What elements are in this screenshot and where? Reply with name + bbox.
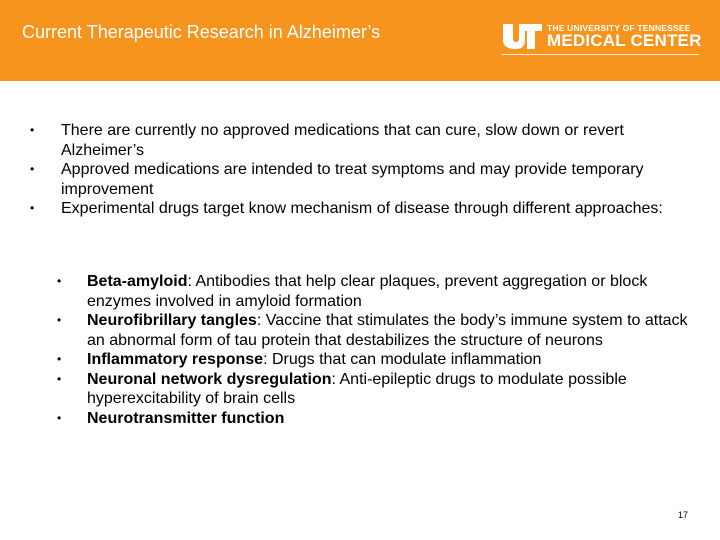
logo-university-text: THE UNIVERSITY OF TENNESSEE: [547, 23, 691, 33]
approaches-bullet-list: [57, 272, 697, 428]
sub-bullet-item: [57, 370, 697, 409]
main-bullet-list: [30, 121, 680, 219]
approach-description: : Drugs that can modulate inflammation: [263, 351, 542, 368]
bullet-dot: •: [30, 201, 35, 215]
approach-description: : Anti-epileptic drugs to modulate possible hyperexcitability of brain cells: [87, 370, 627, 407]
bullet-dot: •: [30, 162, 35, 176]
sub-bullet-item: [57, 272, 697, 311]
ut-medical-center-logo: [502, 22, 702, 58]
bullet-text: Approved medications are intended to treat symptoms and may provide temporary improvement: [61, 161, 644, 198]
bullet-dot: •: [57, 274, 62, 288]
approach-term: Neurofibrillary tangles: [87, 312, 257, 329]
approach-description: : Antibodies that help clear plaques, prevent aggregation or block enzymes involved in amyloid formation: [87, 273, 648, 310]
approach-term: Neuronal network dysregulation: [87, 370, 332, 388]
bullet-dot: •: [30, 123, 35, 137]
sub-bullet-item: [57, 311, 697, 350]
bullet-dot: •: [57, 371, 62, 386]
bullet-text: There are currently no approved medications that can cure, slow down or revert Alzheimer’s: [61, 122, 624, 159]
approach-term: Neurotransmitter function: [87, 409, 285, 427]
slide-header: [0, 0, 720, 81]
sub-bullet-item: [57, 350, 697, 370]
sub-bullet-item: [57, 409, 697, 429]
bullet-dot: •: [57, 410, 62, 425]
ut-logo-icon: [502, 22, 542, 50]
logo-divider: [502, 54, 699, 55]
slide-title: Current Therapeutic Research in Alzheimer’s: [22, 22, 381, 42]
bullet-dot: •: [57, 352, 62, 366]
approach-term: Inflammatory response: [87, 351, 264, 368]
bullet-item: [30, 121, 680, 160]
approach-term: Beta-amyloid: [87, 273, 188, 290]
bullet-item: [30, 199, 680, 219]
logo-medical-center-text: MEDICAL CENTER: [547, 31, 702, 50]
bullet-text: Experimental drugs target know mechanism of disease through different approaches:: [61, 200, 663, 217]
bullet-dot: •: [57, 313, 62, 327]
approach-description: : Vaccine that stimulates the body’s immune system to attack an abnormal form of tau protein that destabilizes the structure of neurons: [87, 312, 688, 349]
bullet-item: [30, 160, 680, 199]
page-number: 17: [678, 510, 689, 520]
